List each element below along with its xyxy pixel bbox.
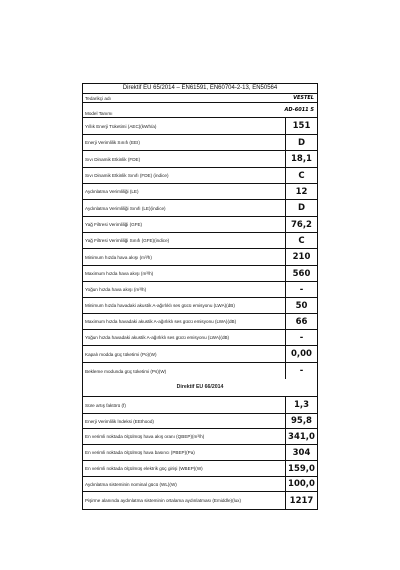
table-row <box>83 184 317 200</box>
table-row <box>83 249 317 266</box>
table-row <box>83 266 317 282</box>
supplier-label: Tedarikçi adı <box>85 95 111 101</box>
row-label: Aydınlatma Verimliliği (LE) <box>83 184 286 199</box>
supplier-row <box>83 94 317 103</box>
model-value: AD-6011 S <box>284 107 314 113</box>
row-label: Minimum hızda havadaki akustik A-ağırlıklı ses gücü emisyonu (LWA)(dB) <box>83 298 286 313</box>
row-value: D <box>297 203 306 213</box>
table-row <box>83 397 317 414</box>
row-label: Yağ Filtresi Verimliliği (GFE) <box>83 217 286 232</box>
rows-group-b <box>83 397 317 509</box>
row-label: Maximum hızda havadaki akustik A-ağırlıklı ses gücü emisyonu (LWA)(dB) <box>83 314 286 329</box>
table-row <box>83 233 317 249</box>
table-row <box>83 346 317 363</box>
row-label: Yoğun hızda havadaki akustik A-ağırlıklı ses gücü emisyonu (LWA)(dB) <box>83 330 286 345</box>
table-row <box>83 118 317 135</box>
row-label: En verimli noktada ölçülmüş elektrik güç girişi (WBEP)(W) <box>83 461 286 476</box>
row-label: Bekleme modunda güç tüketimi (Ps)(W) <box>83 363 286 379</box>
row-value: 210 <box>292 252 311 262</box>
row-value: 50 <box>295 300 308 311</box>
row-label: Enerji Verimlilik İndeksi (EEIhood) <box>83 414 286 428</box>
row-label: Maximum hızda hava akışı (m³/h) <box>83 266 286 281</box>
table-row <box>83 414 317 429</box>
row-label: Enerji Verimlilik Sınıfı (EEI) <box>83 135 286 150</box>
row-value: 0,00 <box>291 349 312 359</box>
row-value: 66 <box>295 316 308 327</box>
row-value: 1217 <box>289 495 314 506</box>
row-value: 18,1 <box>291 154 312 164</box>
table-row <box>83 168 317 184</box>
row-label: Süre artış faktörü (f) <box>83 397 286 413</box>
row-value: 341,0 <box>288 431 315 442</box>
table-row <box>83 445 317 461</box>
row-value: - <box>299 332 304 343</box>
table-row <box>83 477 317 492</box>
row-label: En verimli noktada ölçülmüş hava basıncı (PBEP)(Pa) <box>83 445 286 460</box>
table-row <box>83 330 317 346</box>
row-label: Sıvı Dinamik Etkinlik Sınıfı (FDE) (indice) <box>83 168 286 183</box>
row-value: 100,0 <box>288 479 315 489</box>
table-row <box>83 461 317 477</box>
table-row <box>83 298 317 314</box>
table-row <box>83 363 317 379</box>
energy-label-table <box>82 83 318 510</box>
row-label: Pişirme alanında aydınlatma sisteminin ortalama aydınlatması (Emiddle)(lux) <box>83 492 286 509</box>
row-value: C <box>298 235 305 246</box>
row-label: Yıllık Enerji Tüketimi (AEC)(kWh/a) <box>83 118 286 134</box>
model-label: Model Tanımı <box>85 111 113 116</box>
table-row <box>83 217 317 233</box>
row-value: - <box>299 366 304 376</box>
row-value: 76,2 <box>291 219 312 230</box>
row-value: 12 <box>295 186 308 197</box>
table-row <box>83 282 317 298</box>
row-label: Aydınlatma sisteminin nominal gücü (WL)(W) <box>83 477 286 491</box>
row-value: - <box>299 284 304 295</box>
row-value: 1,3 <box>293 400 310 410</box>
row-label: Yağ Filtresi Verimliliği Sınıfı (GFE)(indice) <box>83 233 286 248</box>
model-row <box>83 103 317 118</box>
row-label: Minimum hızda hava akışı (m³/h) <box>83 249 286 265</box>
row-label: En verimli noktada ölçülmüş hava akış oranı (QBEP)(m³/h) <box>83 429 286 444</box>
table-row <box>83 200 317 217</box>
table-row <box>83 492 317 509</box>
row-value: C <box>298 170 305 181</box>
directive-title: Direktif EU 65/2014 – EN61591, EN60704-2-13, EN50564 <box>83 84 317 94</box>
row-value: D <box>297 137 306 148</box>
row-value: 159,0 <box>288 463 315 474</box>
rows-group-a <box>83 118 317 379</box>
row-label: Kapalı modda güç tüketimi (Po)(W) <box>83 346 286 362</box>
table-row <box>83 151 317 168</box>
section-title-eu-66: Direktif EU 66/2014 <box>83 379 317 397</box>
table-row <box>83 429 317 445</box>
supplier-value: VESTEL <box>293 95 314 101</box>
table-row <box>83 314 317 330</box>
row-label: Sıvı Dinamik Etkinlik (FDE) <box>83 151 286 167</box>
row-value: 560 <box>292 268 311 279</box>
row-value: 95,8 <box>291 416 312 426</box>
row-value: 151 <box>292 121 311 131</box>
row-value: 304 <box>292 447 311 458</box>
row-label: Yoğun hızda hava akışı (m³/h) <box>83 282 286 297</box>
table-row <box>83 135 317 151</box>
row-label: Aydınlatma Verimliliği Sınıfı (LE)(indice) <box>83 200 286 216</box>
